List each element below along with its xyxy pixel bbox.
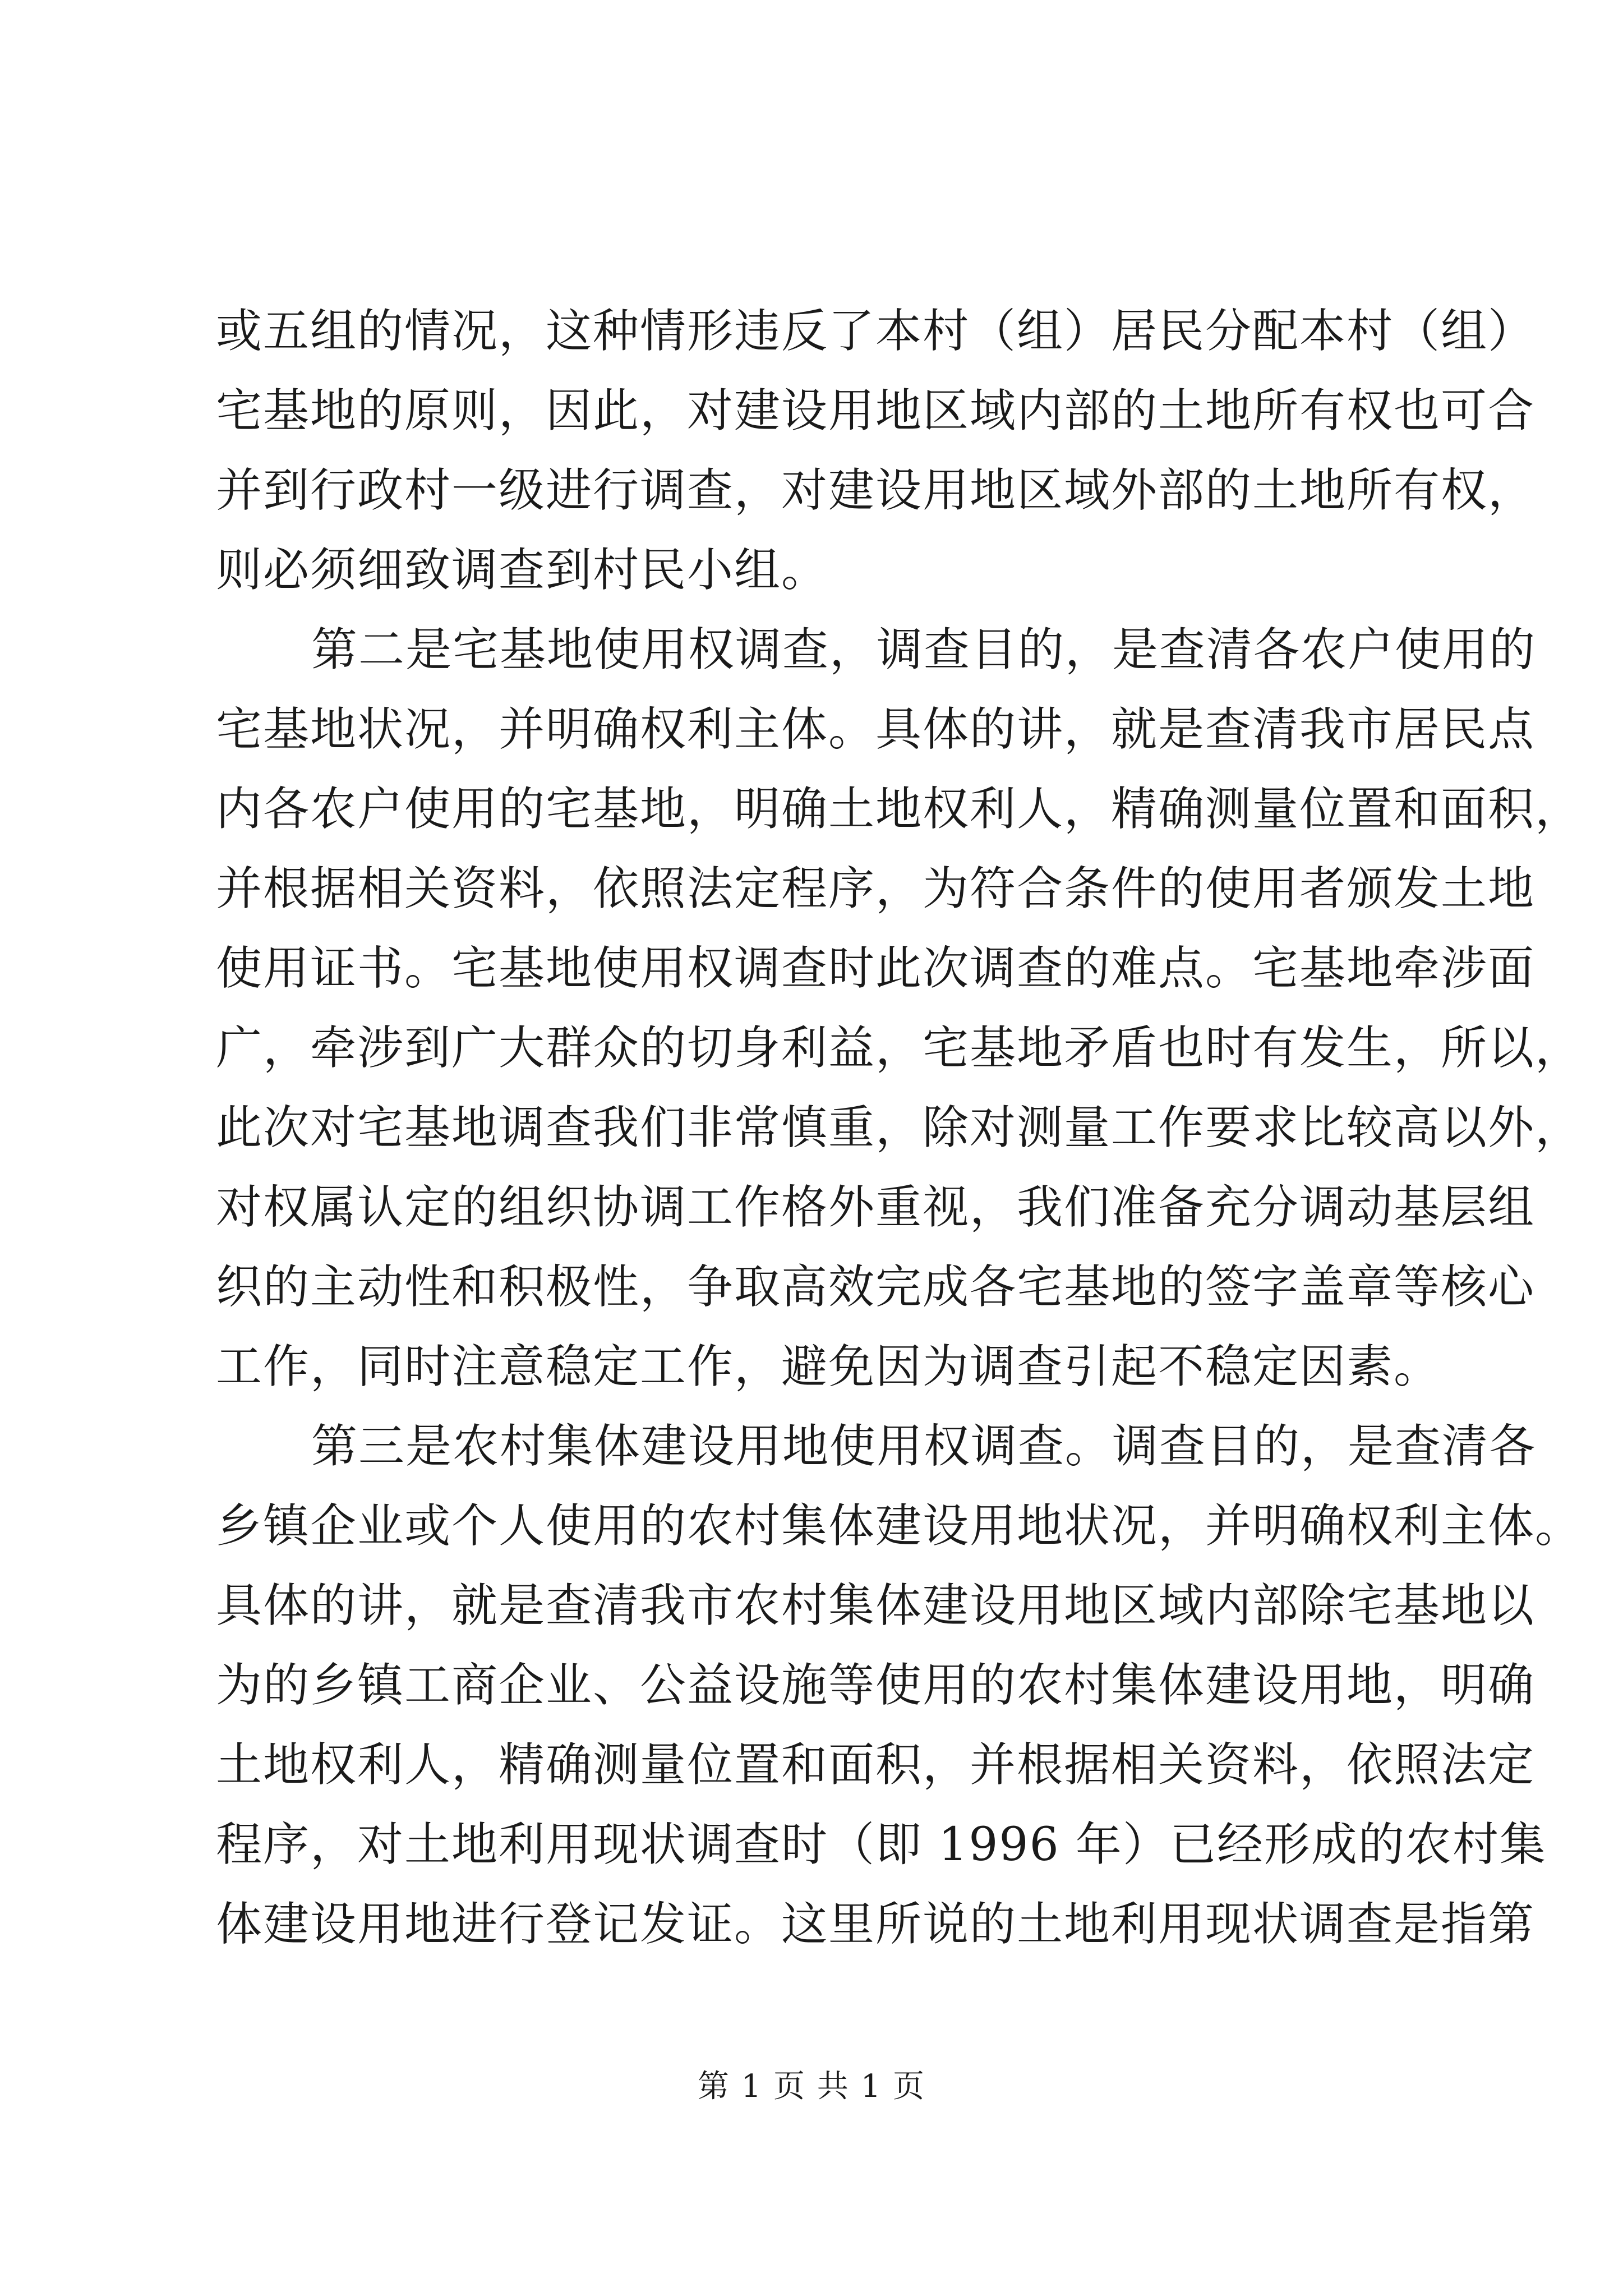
text-line: 内各农户使用的宅基地，明确土地权利人，精确测量位置和面积，	[216, 783, 1583, 836]
text-line: 并到行政村一级进行调查，对建设用地区域外部的土地所有权，	[216, 464, 1536, 517]
text-line: 土地权利人，精确测量位置和面积，并根据相关资料，依照法定	[216, 1738, 1536, 1792]
text-line: 或五组的情况，这种情形违反了本村（组）居民分配本村（组）	[216, 305, 1536, 358]
text-line: 程序，对土地利用现状调查时（即 1996 年）已经形成的农村集	[216, 1818, 1547, 1871]
paragraph-start-line: 第三是农村集体建设用地使用权调查。调查目的，是查清各	[311, 1420, 1537, 1473]
text-line: 使用证书。宅基地使用权调查时此次调查的难点。宅基地牵涉面	[216, 942, 1536, 995]
text-line: 体建设用地进行登记发证。这里所说的土地利用现状调查是指第	[216, 1898, 1536, 1951]
text-line: 工作，同时注意稳定工作，避免因为调查引起不稳定因素。	[216, 1340, 1441, 1393]
text-line: 织的主动性和积极性，争取高效完成各宅基地的签字盖章等核心	[216, 1260, 1536, 1314]
text-line: 并根据相关资料，依照法定程序，为符合条件的使用者颁发土地	[216, 862, 1536, 915]
text-line: 具体的讲，就是查清我市农村集体建设用地区域内部除宅基地以	[216, 1579, 1536, 1632]
text-line: 为的乡镇工商企业、公益设施等使用的农村集体建设用地，明确	[216, 1659, 1536, 1712]
text-line: 宅基地的原则，因此，对建设用地区域内部的土地所有权也可合	[216, 384, 1536, 438]
text-line: 对权属认定的组织协调工作格外重视，我们准备充分调动基层组	[216, 1181, 1536, 1234]
body-text	[216, 292, 1583, 1964]
text-line: 宅基地状况，并明确权利主体。具体的讲，就是查清我市居民点	[216, 703, 1536, 756]
text-line: 此次对宅基地调查我们非常慎重，除对测量工作要求比较高以外，	[216, 1101, 1583, 1154]
page-footer: 第 1 页 共 1 页	[697, 2068, 926, 2105]
paragraph-start-line: 第二是宅基地使用权调查，调查目的，是查清各农户使用的	[311, 623, 1537, 677]
text-line: 则必须细致调查到村民小组。	[216, 544, 829, 597]
text-line: 广，牵涉到广大群众的切身利益，宅基地矛盾也时有发生，所以，	[216, 1022, 1583, 1075]
text-line: 乡镇企业或个人使用的农村集体建设用地状况，并明确权利主体。	[216, 1499, 1583, 1553]
